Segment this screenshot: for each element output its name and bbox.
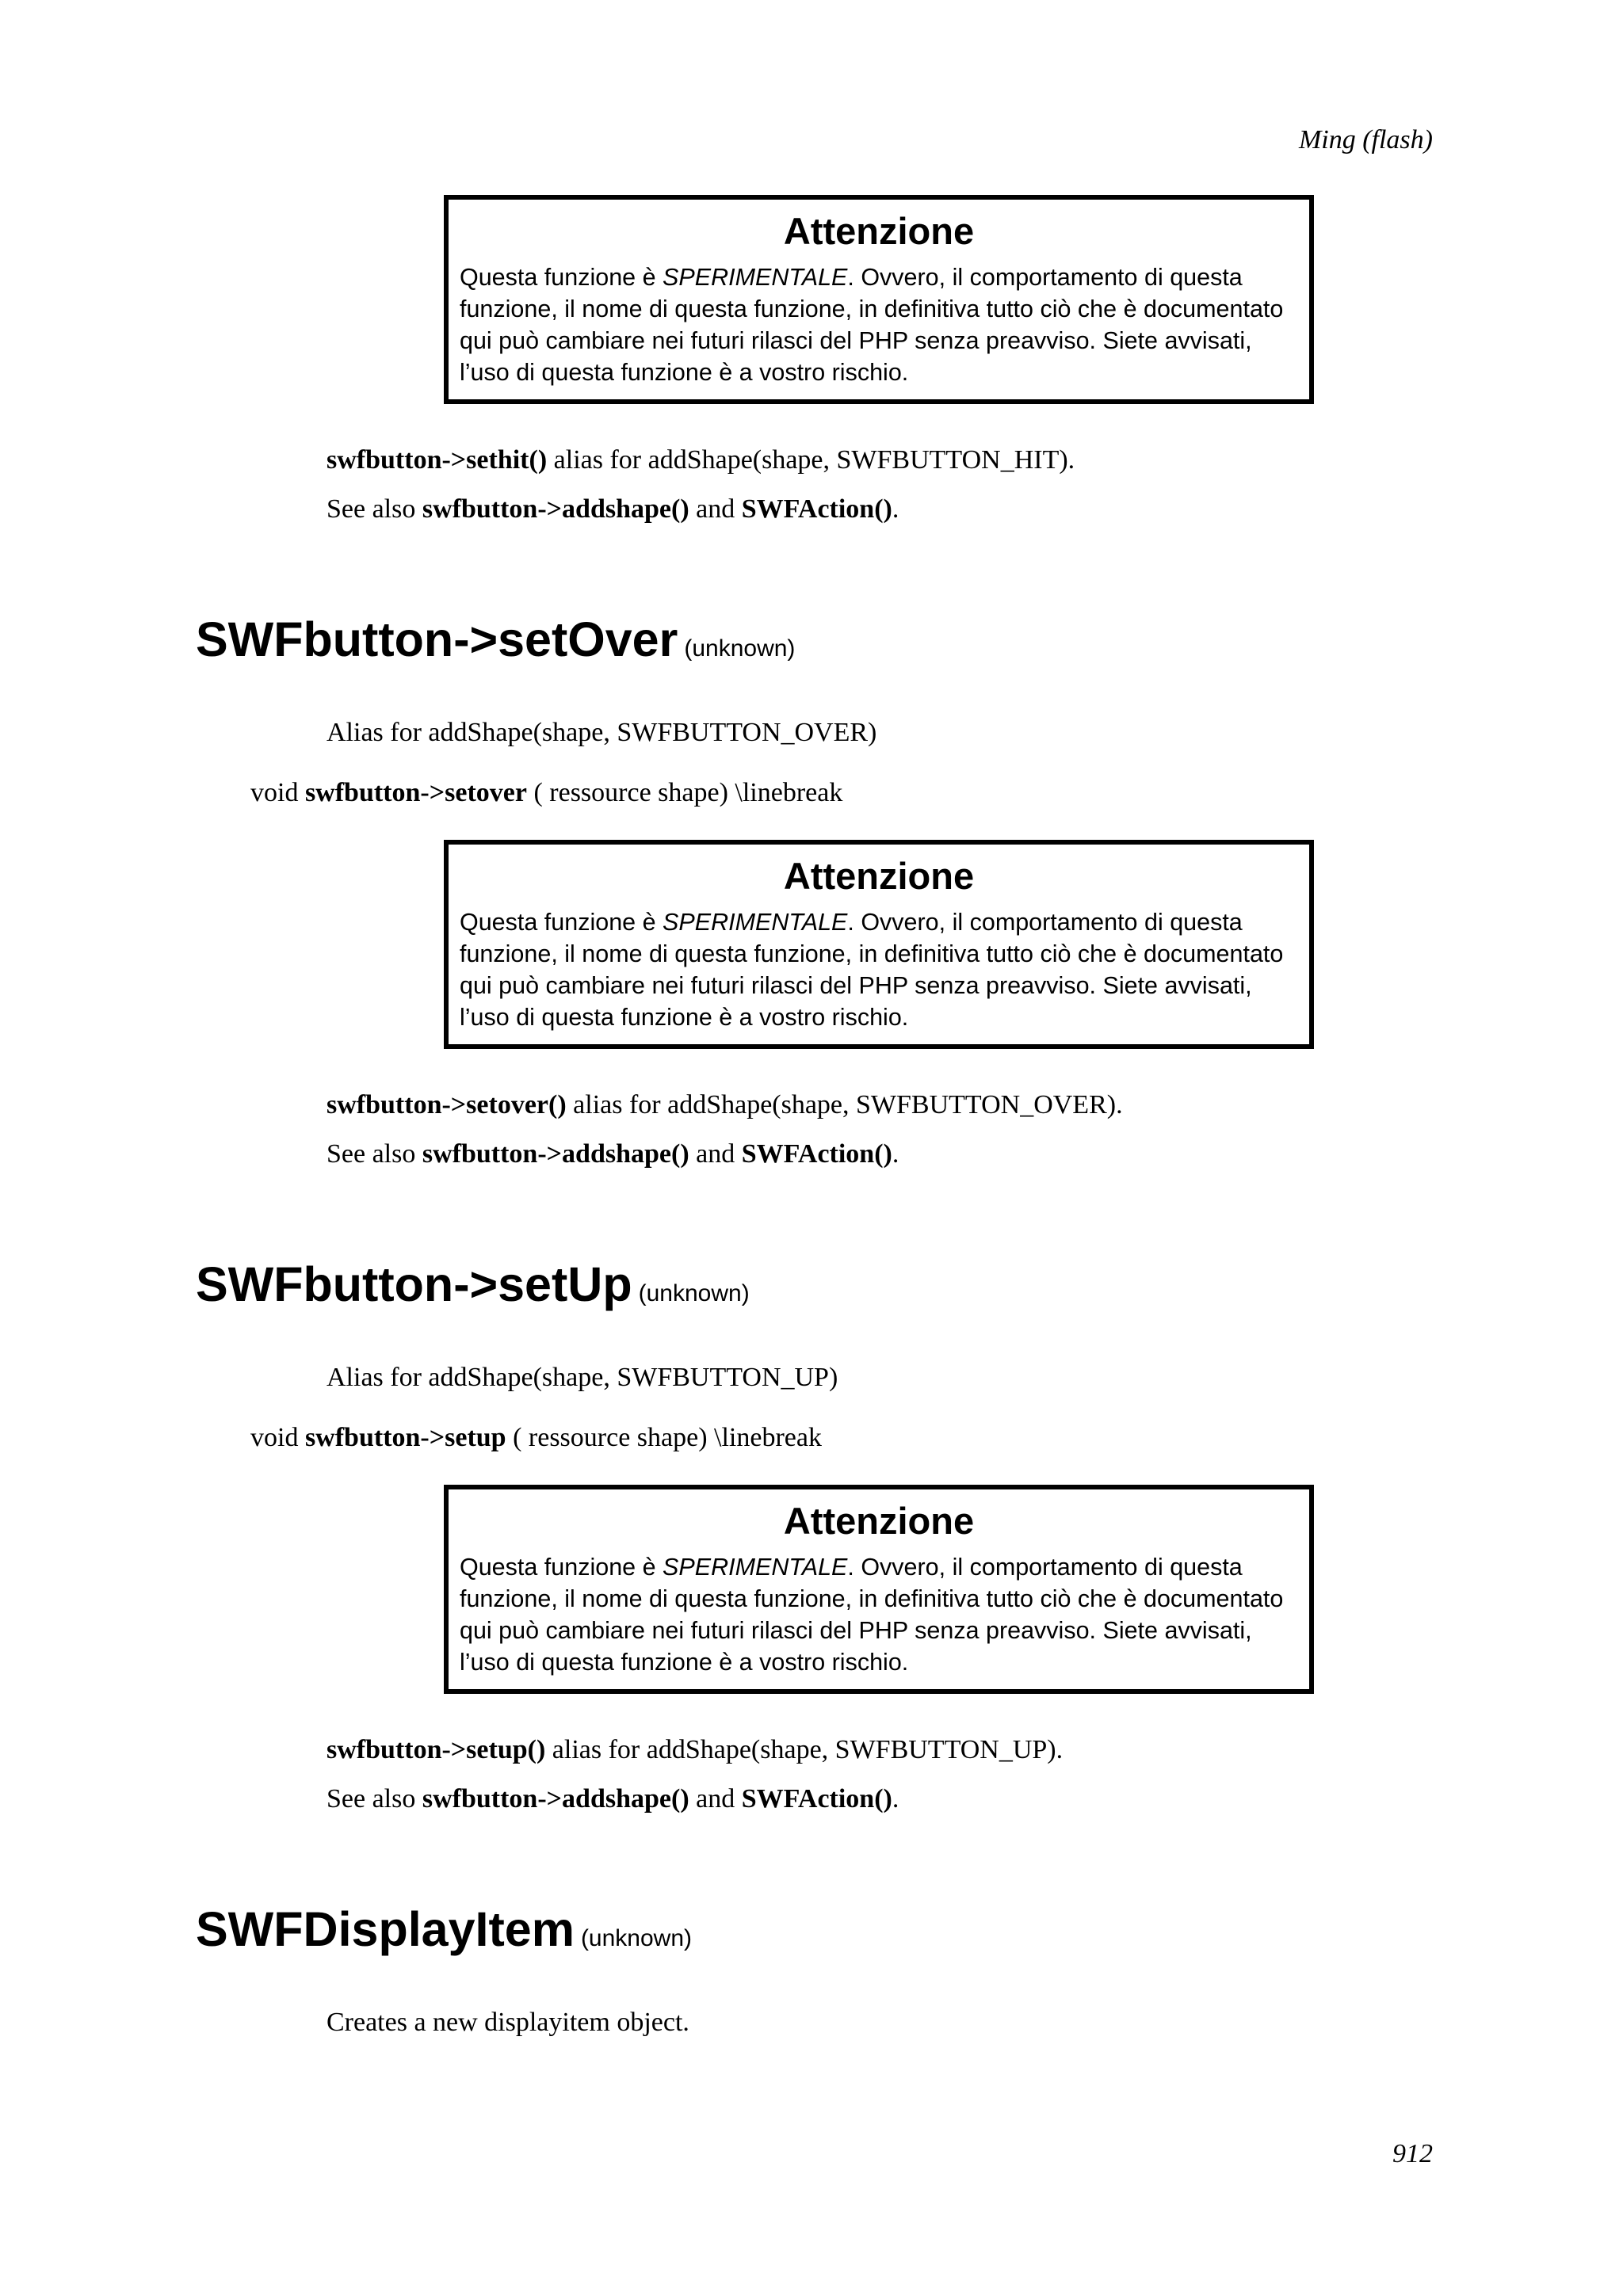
function-reference[interactable]: swfbutton->setover()	[327, 1090, 567, 1119]
section-heading-setover	[196, 612, 795, 667]
warning-text-start: Questa funzione è	[460, 909, 663, 936]
section-title: SWFbutton->setOver	[196, 612, 678, 666]
running-header: Ming (flash)	[1298, 125, 1433, 154]
warning-box	[444, 840, 1314, 1049]
warning-line4: l’uso di questa funzione è a vostro rischio.	[460, 1004, 909, 1031]
warning-title: Attenzione	[783, 210, 975, 252]
see-also-and: and	[689, 494, 742, 524]
warning-line2: funzione, il nome di questa funzione, in definitiva tutto ciò che è documentato	[460, 940, 1284, 967]
see-also-link-addshape[interactable]: swfbutton->addshape()	[422, 1784, 689, 1814]
warning-line3: qui può cambiare nei futuri rilasci del PHP senza preavviso. Siete avvisati,	[460, 972, 1252, 999]
setup-description	[327, 1735, 1063, 1765]
see-also-prefix: See also	[327, 494, 422, 524]
see-also-link-addshape[interactable]: swfbutton->addshape()	[422, 1139, 689, 1169]
setup-synopsis	[250, 1423, 822, 1453]
description-text: alias for addShape(shape, SWFBUTTON_OVER).	[566, 1090, 1123, 1119]
warning-emphasis: SPERIMENTALE	[663, 909, 848, 936]
warning-text-start: Questa funzione è	[460, 264, 663, 291]
warning-line3: qui può cambiare nei futuri rilasci del PHP senza preavviso. Siete avvisati,	[460, 1617, 1252, 1644]
synopsis-type: void	[250, 1423, 305, 1452]
see-also-and: and	[689, 1784, 742, 1814]
see-also-prefix: See also	[327, 1784, 422, 1814]
warning-line3: qui può cambiare nei futuri rilasci del PHP senza preavviso. Siete avvisati,	[460, 327, 1252, 354]
see-also-link-swfaction[interactable]: SWFAction()	[741, 1784, 892, 1814]
setover-description	[327, 1090, 1123, 1120]
warning-line1-rest: . Ovvero, il comportamento di questa	[847, 264, 1243, 291]
warning-text-start: Questa funzione è	[460, 1554, 663, 1581]
setover-synopsis	[250, 778, 842, 808]
section-title: SWFbutton->setUp	[196, 1257, 632, 1311]
section-version: (unknown)	[684, 635, 796, 662]
see-also-link-addshape[interactable]: swfbutton->addshape()	[422, 494, 689, 524]
setup-see-also	[327, 1784, 899, 1814]
warning-text	[460, 906, 1309, 1033]
displayitem-purpose: Creates a new displayitem object.	[327, 2008, 689, 2037]
setover-see-also	[327, 1139, 899, 1169]
warning-box	[444, 1485, 1314, 1694]
warning-line2: funzione, il nome di questa funzione, in definitiva tutto ciò che è documentato	[460, 296, 1284, 322]
function-reference[interactable]: swfbutton->setup()	[327, 1735, 546, 1764]
see-also-end: .	[892, 1139, 899, 1169]
see-also-prefix: See also	[327, 1139, 422, 1169]
see-also-end: .	[892, 1784, 899, 1814]
section-version: (unknown)	[580, 1925, 693, 1951]
function-reference[interactable]: swfbutton->sethit()	[327, 445, 548, 475]
synopsis-function: swfbutton->setover	[304, 778, 527, 807]
setup-purpose: Alias for addShape(shape, SWFBUTTON_UP)	[327, 1363, 838, 1392]
warning-title: Attenzione	[783, 855, 975, 897]
page-number: 912	[1392, 2139, 1433, 2168]
section-heading-setup	[196, 1257, 750, 1312]
section-version: (unknown)	[638, 1280, 750, 1306]
see-also-link-swfaction[interactable]: SWFAction()	[741, 494, 892, 524]
warning-line4: l’uso di questa funzione è a vostro rischio.	[460, 359, 909, 386]
warning-line4: l’uso di questa funzione è a vostro rischio.	[460, 1649, 909, 1676]
warning-title: Attenzione	[783, 1500, 975, 1542]
warning-line1-rest: . Ovvero, il comportamento di questa	[847, 909, 1243, 936]
see-also-end: .	[892, 494, 899, 524]
sethit-see-also	[327, 494, 899, 524]
see-also-link-swfaction[interactable]: SWFAction()	[741, 1139, 892, 1169]
warning-text	[460, 261, 1309, 388]
description-text: alias for addShape(shape, SWFBUTTON_UP).	[545, 1735, 1064, 1764]
synopsis-params: ( ressource shape) \linebreak	[526, 778, 843, 807]
section-heading-displayitem	[196, 1901, 692, 1957]
synopsis-function: swfbutton->setup	[304, 1423, 506, 1452]
section-title: SWFDisplayItem	[196, 1902, 575, 1956]
setover-purpose: Alias for addShape(shape, SWFBUTTON_OVER)	[327, 718, 877, 747]
warning-line1-rest: . Ovvero, il comportamento di questa	[847, 1554, 1243, 1581]
warning-emphasis: SPERIMENTALE	[663, 1554, 848, 1581]
synopsis-params: ( ressource shape) \linebreak	[506, 1423, 822, 1452]
warning-emphasis: SPERIMENTALE	[663, 264, 848, 291]
synopsis-type: void	[250, 778, 305, 807]
warning-text	[460, 1551, 1309, 1678]
see-also-and: and	[689, 1139, 742, 1169]
sethit-description	[327, 445, 1075, 475]
warning-line2: funzione, il nome di questa funzione, in definitiva tutto ciò che è documentato	[460, 1585, 1284, 1612]
description-text: alias for addShape(shape, SWFBUTTON_HIT).	[547, 445, 1075, 475]
warning-box	[444, 195, 1314, 404]
